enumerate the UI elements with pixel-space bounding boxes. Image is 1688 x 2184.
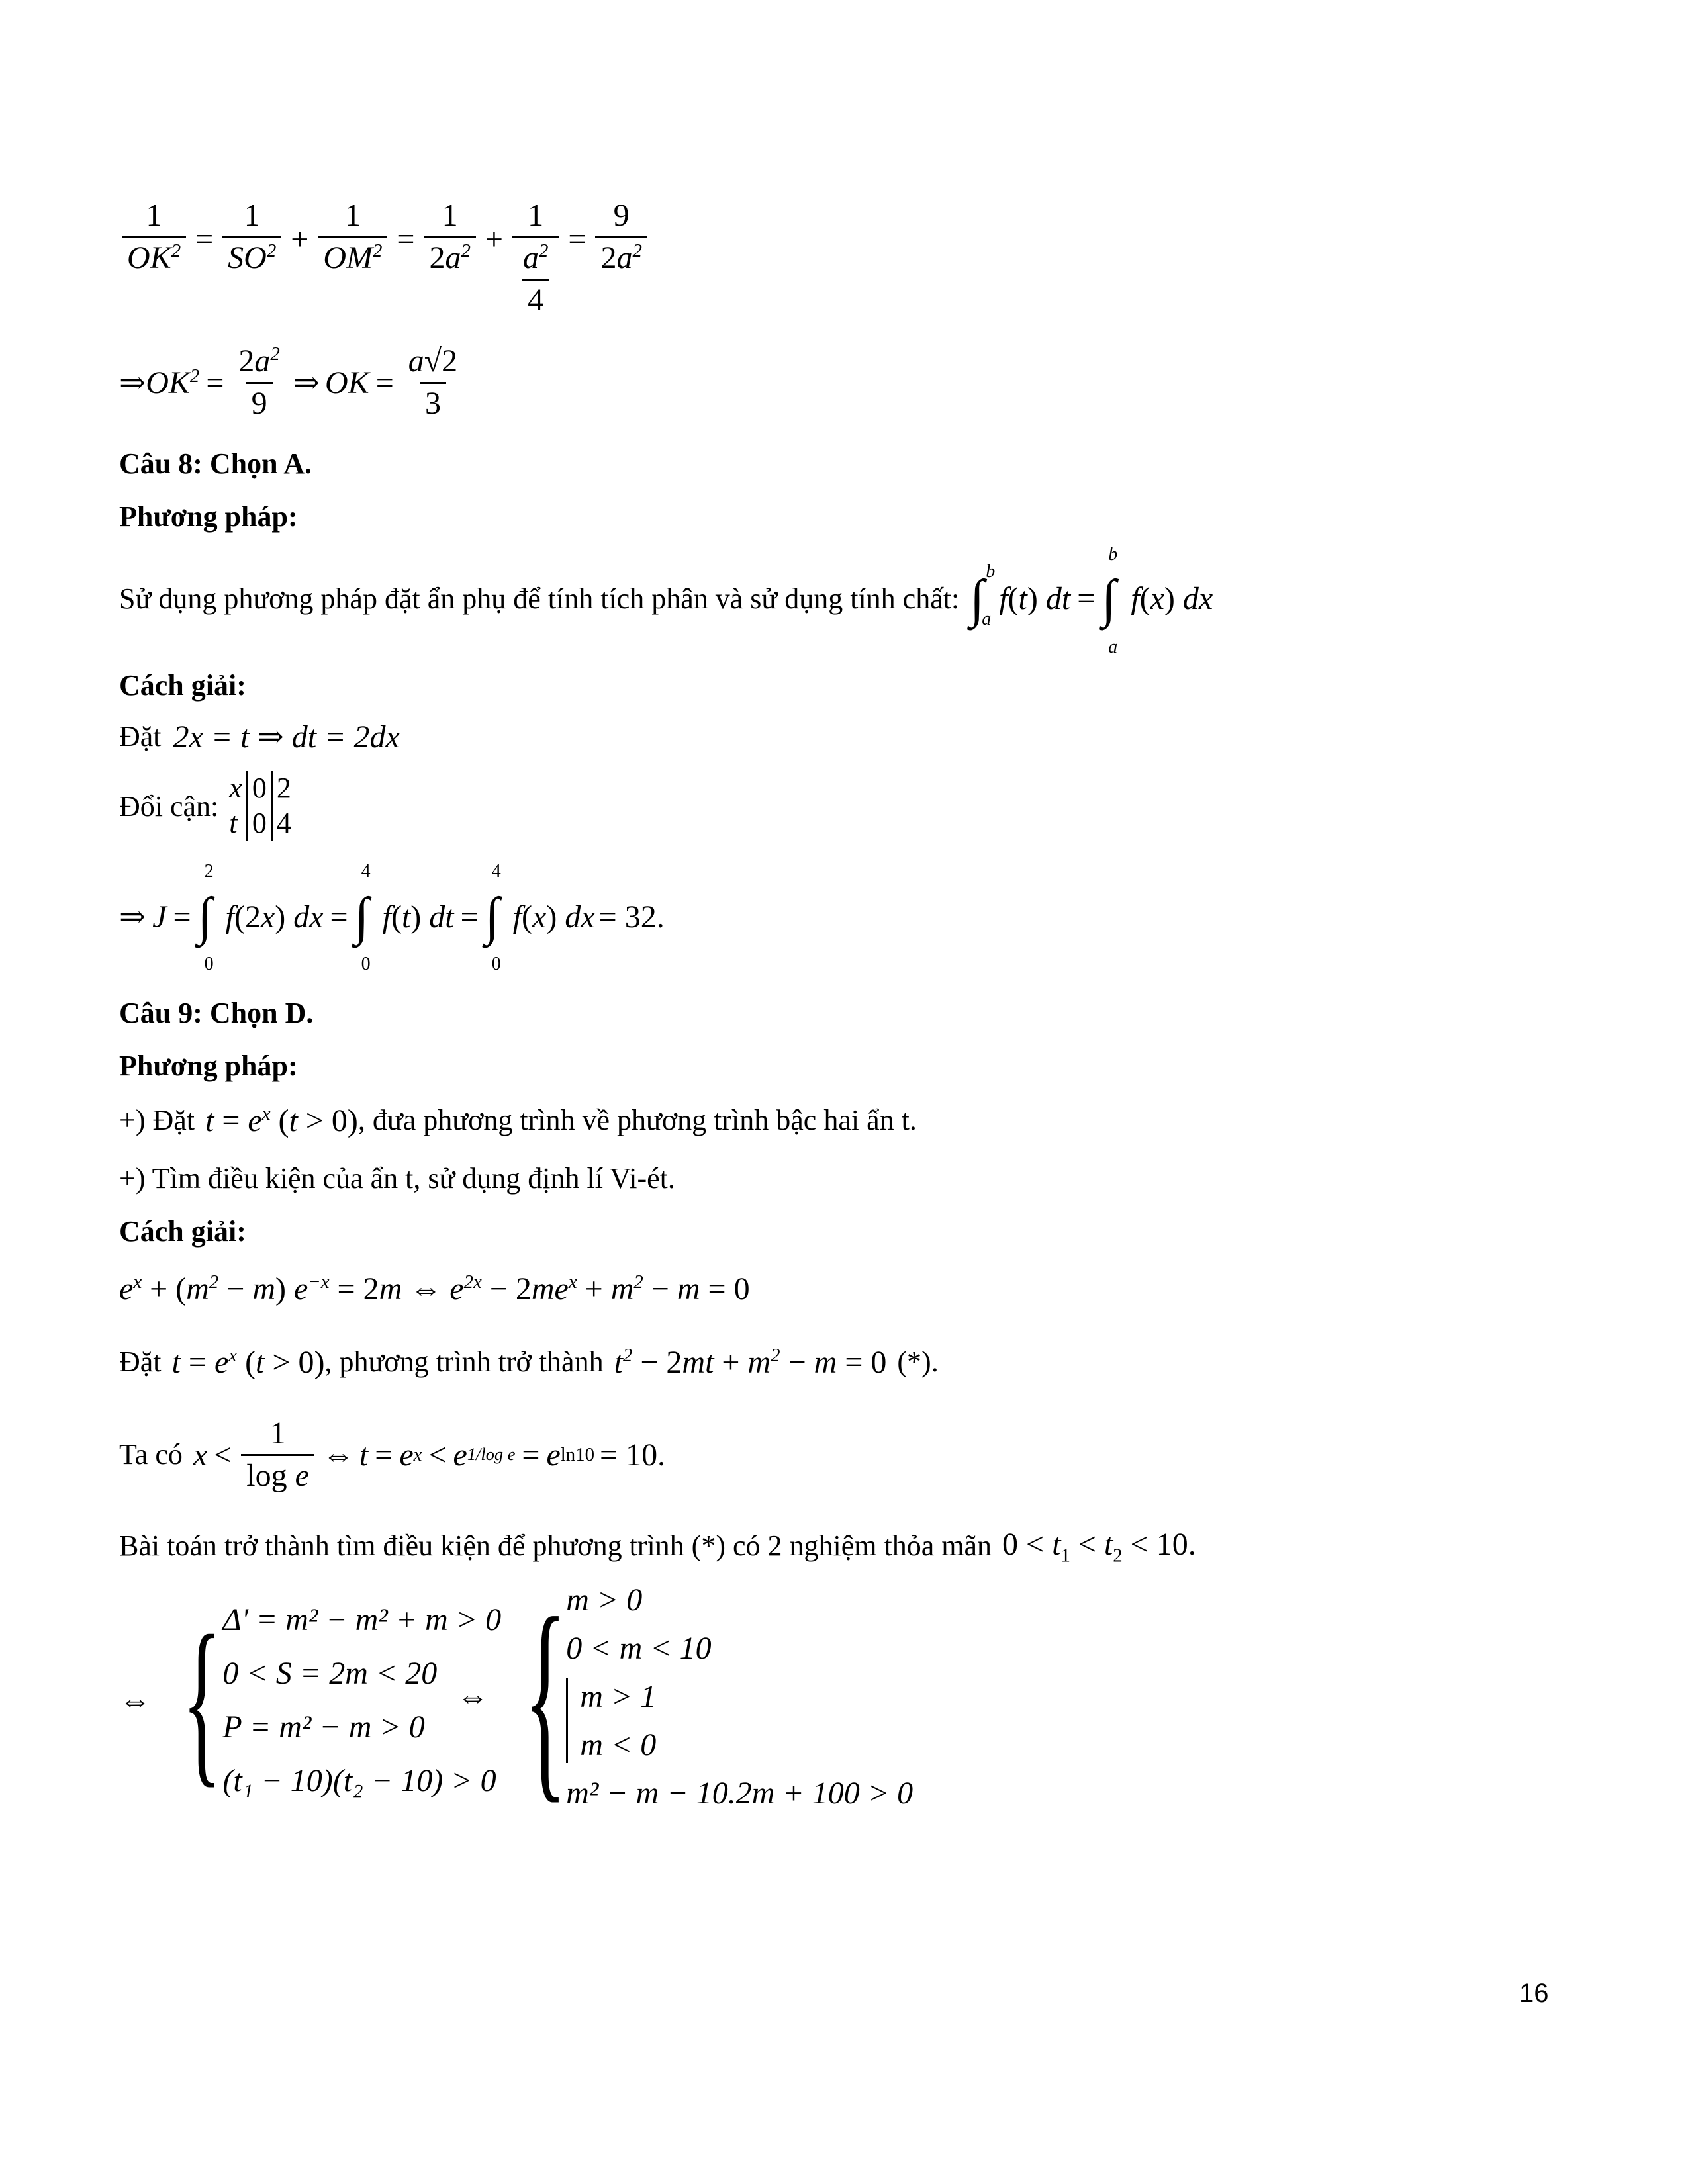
cau9-step2: +) Tìm điều kiện của ẩn t, sử dụng định lí Vi-ét. [119,1162,675,1195]
cau9-system-right: ⇔ { m > 0 0 < m < 10 m > 1 m < 0 m² − m − 10.2m + 100 > 0 [457,1571,914,1821]
cau8-bounds: Đổi cận: x 0 2 t 0 4 [119,771,295,841]
cau9-step1: +) Đặt $t = e^x$ (t > 0) , đưa phương trình về phương trình bậc hai ẩn t. [119,1103,917,1138]
cau8-result: ⇒ J = ∫ 2 0 f (2 x ) dx = ∫ 4 0 f ( t ) dt = ∫ 4 0 f ( x ) dx = 32. [119,861,665,974]
cau9-substitution: Đặt $t = e^x$ (t > 0) , phương trình trở thành $t^2 - 2mt + m^2 - m = 0$ (*). [119,1345,939,1380]
cau8-method-text: Sử dụng phương pháp đặt ẩn phụ để tính tích phân và sử dụng tính chất: ∫ b a f ( t ) dt = ∫ b a f ( x ) dx [119,544,1213,657]
page-number: 16 [1519,1979,1549,2008]
cau9-title: Câu 9: Chọn D. [119,997,314,1029]
cau9-method-title: Phương pháp: [119,1050,298,1082]
eq-ok-sum: $\frac{1}{OK^2}$ = $\frac{1}{SO^2}$ + $\frac{1}{OM^2}$ = $\frac{1}{2a^2}$ + $\frac{1}{\frac{a^2}{4}}$ = $\frac{9}{2a^2}$ [119,199,650,318]
cau8-method-sentence: Sử dụng phương pháp đặt ẩn phụ để tính tích phân và sử dụng tính chất: [119,582,960,615]
cau8-method-title: Phương pháp: [119,500,298,533]
cau9-equation: $e^x + (m^2 - m) e^{-x} = 2m$ ⇔ $e^{2x} - 2me^x + m^2 - m = 0$ [119,1271,750,1306]
cau9-problem: Bài toán trở thành tìm điều kiện để phương trình (*) có 2 nghiệm thỏa mãn $0 < t_1 < t_2 < 10$. [119,1527,1196,1567]
cau8-solution-title: Cách giải: [119,669,246,702]
cau9-ta-co: Ta có x < 1 log e ⇔ t = e x < e 1/log e = e ln10 = 10. [119,1416,666,1493]
cau9-system-left: ⇔ { Δ' = m² − m² + m > 0 0 < S = 2m < 20 P = m² − m > 0 (t₁ − 10)(t₂ − 10) > 0 [119,1597,502,1803]
cau8-title: Câu 8: Chọn A. [119,447,312,480]
cau8-substitution: Đặt 2x = t ⇒ dt = 2dx [119,719,400,754]
eq-ok-result: ⇒ $OK^2$ = $\frac{2a^2}{9}$ ⇒ OK = $\frac{a√2}{3}$ [119,343,458,421]
cau9-solution-title: Cách giải: [119,1215,246,1248]
